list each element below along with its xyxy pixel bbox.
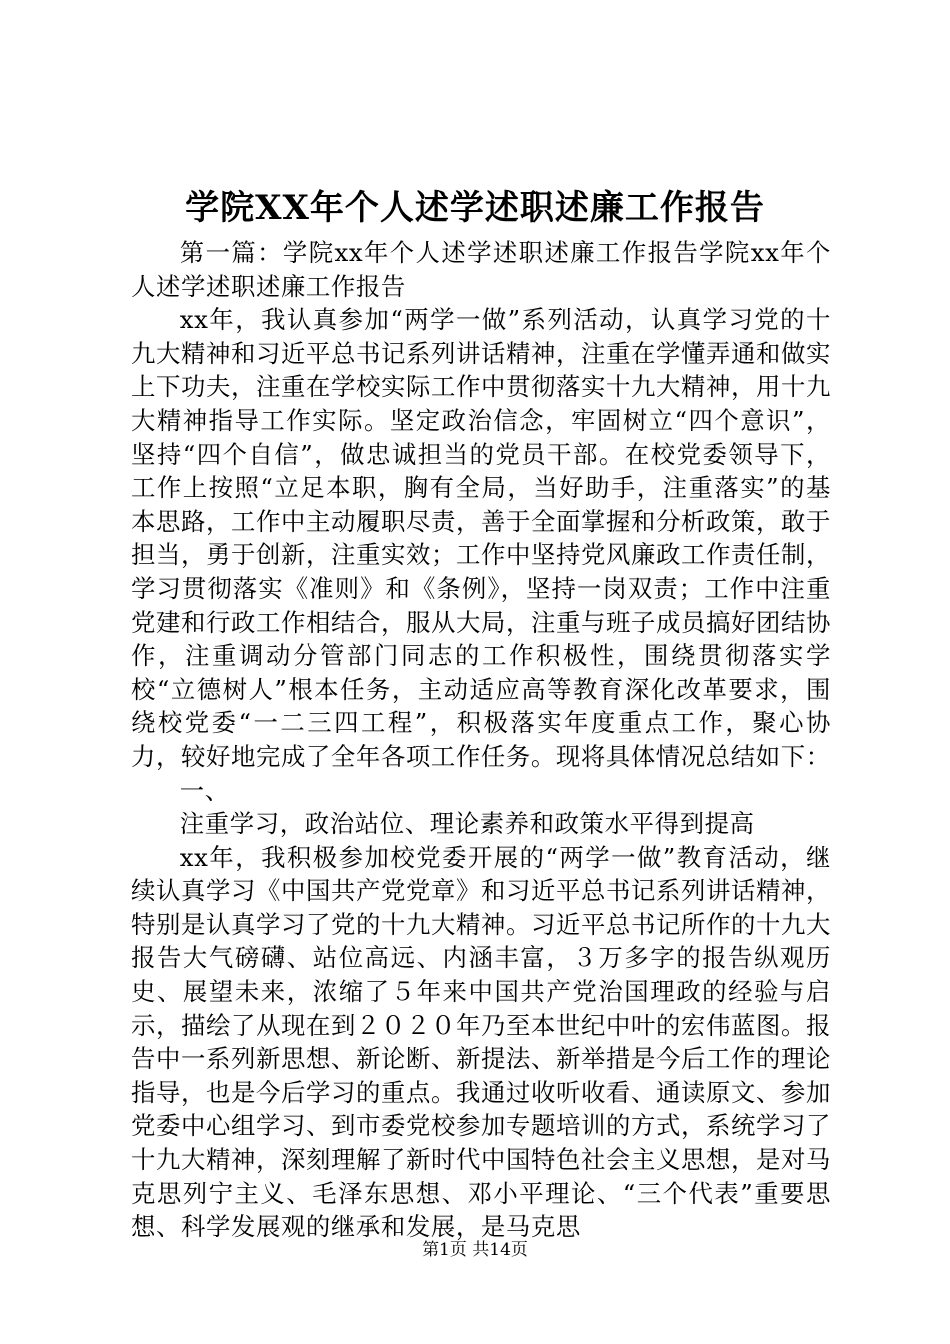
page-footer: 第1页 共14页	[422, 1240, 528, 1260]
section-number: 一、	[179, 775, 230, 805]
paragraph-intro: 第一篇：学院xx年个人述学述职述廉工作报告学院xx年个人述学述职述廉工作报告	[131, 238, 831, 301]
document-title: 学院XX年个人述学述职述廉工作报告	[185, 188, 765, 228]
paragraph-summary: xx年，我认真参加“两学一做”系列活动，认真学习党的十九大精神和习近平总书记系列讲话精神，注重在学懂弄通和做实上下功夫，注重在学校实际工作中贯彻落实十九大精神，用十九大精神指导工作实际。坚定政治信念，牢固树立“四个意识”，坚持“四个自信”，做忠诚担当的党员干部。在校党委领导下，工作上按照“立足本职，胸有全局，当好助手，注重落实”的基本思路，工作中主动履职尽责，善于全面掌握和分析政策，敢于担当，勇于创新，注重实效；工作中坚持党风廉政工作责任制，学习贯彻落实《准则》和《条例》，坚持一岗双责；工作中注重党建和行政工作相结合，服从大局，注重与班子成员搞好团结协作，注重调动分管部门同志的工作积极性，围绕贯彻落实学校“立德树人”根本任务，主动适应高等教育深化改革要求，围绕校党委“一二三四工程”，积极落实年度重点工作，聚心协力，较好地完成了全年各项工作任务。现将具体情况总结如下：	[131, 305, 831, 771]
paragraph-study: xx年，我积极参加校党委开展的“两学一做”教育活动，继续认真学习《中国共产党党章》和习近平总书记系列讲话精神，特别是认真学习了党的十九大精神。习近平总书记所作的十九大报告大气磅礴、站位高远、内涵丰富，３万多字的报告纵观历史、展望未来，浓缩了５年来中国共产党治国理政的经验与启示，描绘了从现在到２０２０年乃至本世纪中叶的宏伟蓝图。报告中一系列新思想、新论断、新提法、新举措是今后工作的理论指导，也是今后学习的重点。我通过收听收看、通读原文、参加党委中心组学习、到市委党校参加专题培训的方式，系统学习了十九大精神，深刻理解了新时代中国特色社会主义思想，是对马克思列宁主义、毛泽东思想、邓小平理论、“三个代表”重要思想、科学发展观的继承和发展，是马克思	[131, 842, 831, 1242]
document-body	[131, 236, 831, 1244]
section-heading: 注重学习，政治站位、理论素养和政策水平得到提高	[179, 809, 755, 839]
